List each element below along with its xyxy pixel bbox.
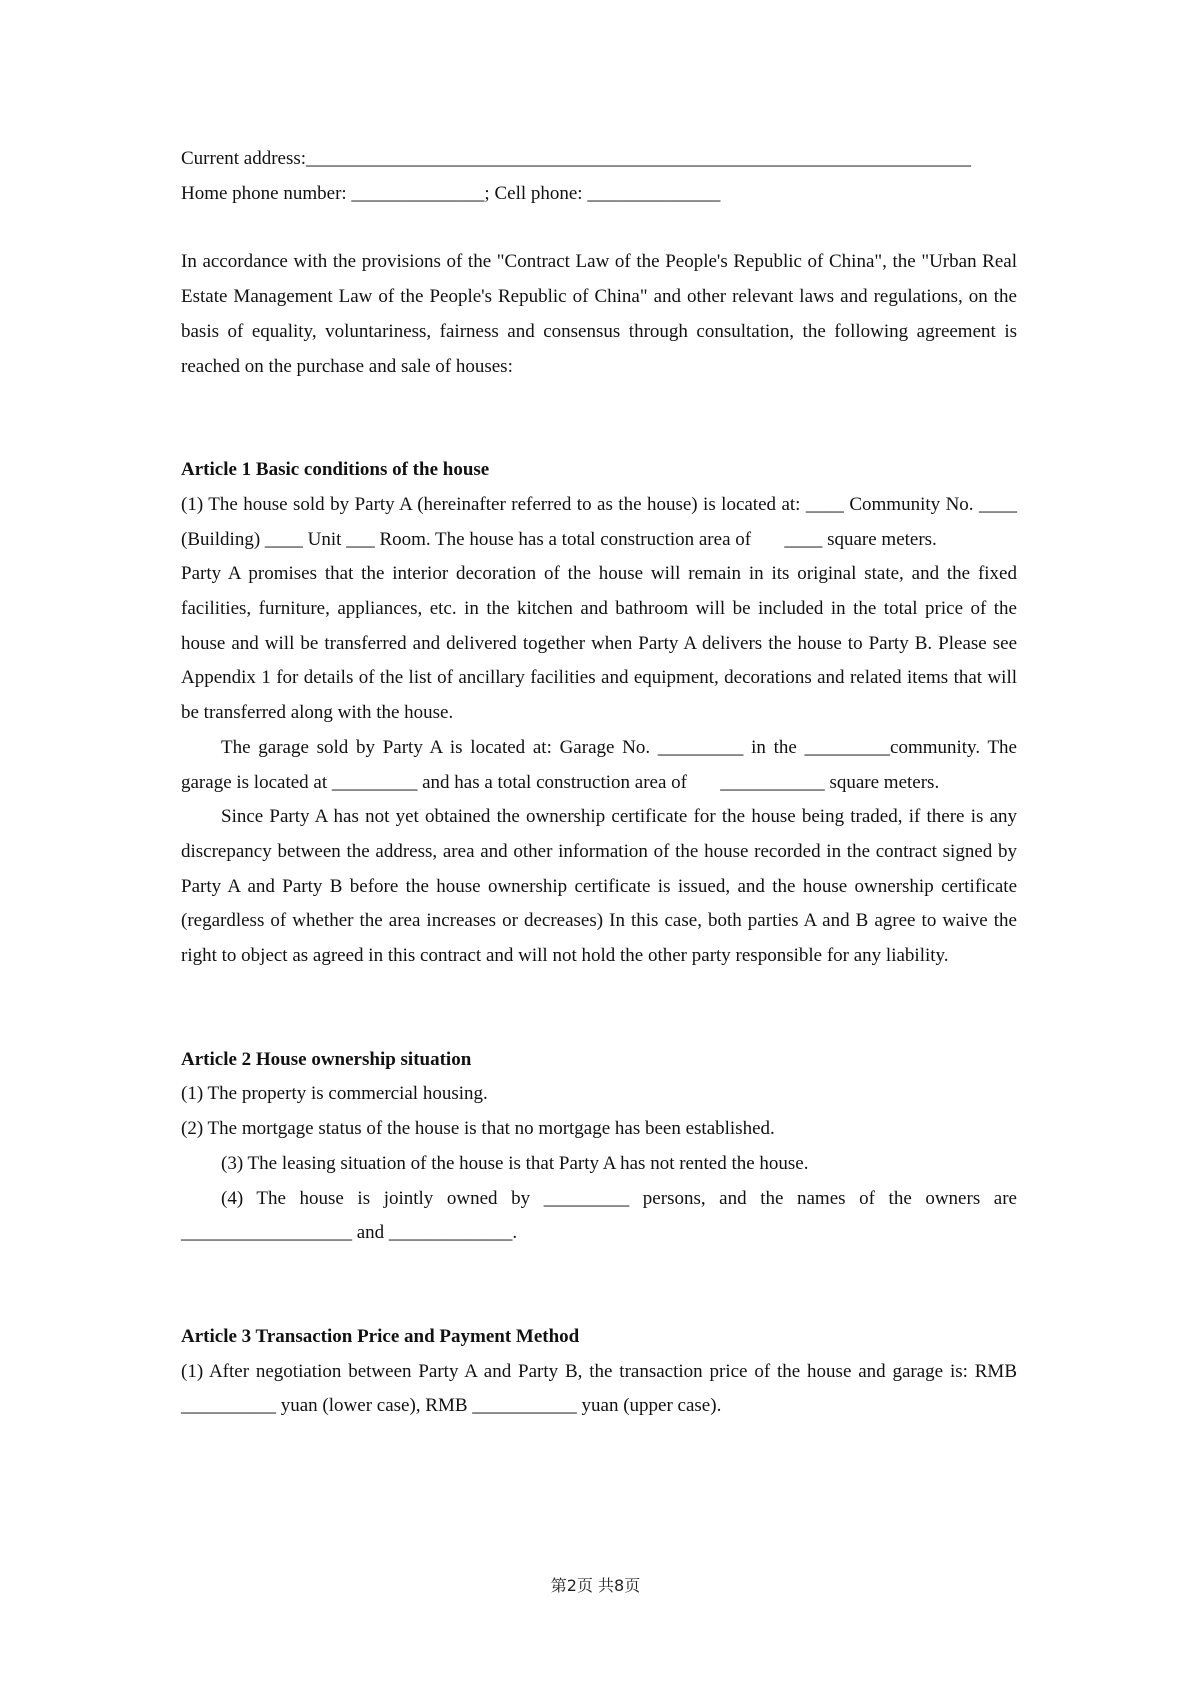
article-2-item-3: (3) The leasing situation of the house is that Party A has not rented the house. <box>221 1152 809 1174</box>
current-address-line: Current address:______________________________________________________________________ <box>181 148 972 169</box>
spacer <box>181 384 1017 453</box>
article-2-heading: Article 2 House ownership situation <box>181 1048 472 1070</box>
article-1-certificate-paragraph: Since Party A has not yet obtained the ownership certificate for the house being traded, if there is any discrepancy between the address, area and other information of the house recorded in the contract signed by Party A and Party B before the house ownership certificate is issued, and the house ownership certificate (regardless of whether the area increases or decreases) In this case, both parties A and B agree to waive the right to object as agreed in this contract and will not hold the other party responsible for any liability. <box>181 806 1017 967</box>
article-3-item-1: (1) After negotiation between Party A and Party B, the transaction price of the house and garage is: RMB __________ yuan (lower case), RMB ___________ yuan (upper case). <box>181 1360 1017 1417</box>
article-2-item-1: (1) The property is commercial housing. <box>181 1083 488 1105</box>
spacer <box>181 1251 1017 1320</box>
spacer <box>181 211 1017 245</box>
spacer <box>181 974 1017 1043</box>
article-2-item-4: (4) The house is jointly owned by _________ persons, and the names of the owners are __________________ and _____________. <box>181 1187 1017 1244</box>
article-2-item-2: (2) The mortgage status of the house is that no mortgage has been established. <box>181 1118 775 1140</box>
preamble-paragraph: In accordance with the provisions of the "Contract Law of the People's Republic of China", the "Urban Real Estate Management Law of the People's Republic of China" and other relevant laws and regulations, on the basis of equality, voluntariness, fairness and consensus through consultation, the following agreement is reached on the purchase and sale of houses: <box>181 251 1017 377</box>
article-1-decoration-paragraph: Party A promises that the interior decoration of the house will remain in its original state, and the fixed facilities, furniture, appliances, etc. in the kitchen and bathroom will be included in the total price of the house and will be transferred and delivered together when Party A delivers the house to Party B. Please see Appendix 1 for details of the list of ancillary facilities and equipment, decorations and related items that will be transferred along with the house. <box>181 563 1017 724</box>
article-3-heading: Article 3 Transaction Price and Payment Method <box>181 1325 580 1347</box>
article-1-clause-1: (1) The house sold by Party A (hereinafter referred to as the house) is located at: ____ Community No. ____ (Building) ____ Unit ___ Room. The house has a total construction area of ____ square meters. <box>181 493 1017 550</box>
phone-number-line: Home phone number: ______________; Cell phone: ______________ <box>181 182 721 204</box>
document-page <box>181 142 1017 1424</box>
page-number-footer: 第2页 共8页 <box>550 1576 641 1595</box>
article-1-garage-paragraph: The garage sold by Party A is located at: Garage No. _________ in the _________community. The garage is located at _________ and has a total construction area of ___________ square meters. <box>181 736 1017 793</box>
article-1-heading: Article 1 Basic conditions of the house <box>181 459 490 481</box>
